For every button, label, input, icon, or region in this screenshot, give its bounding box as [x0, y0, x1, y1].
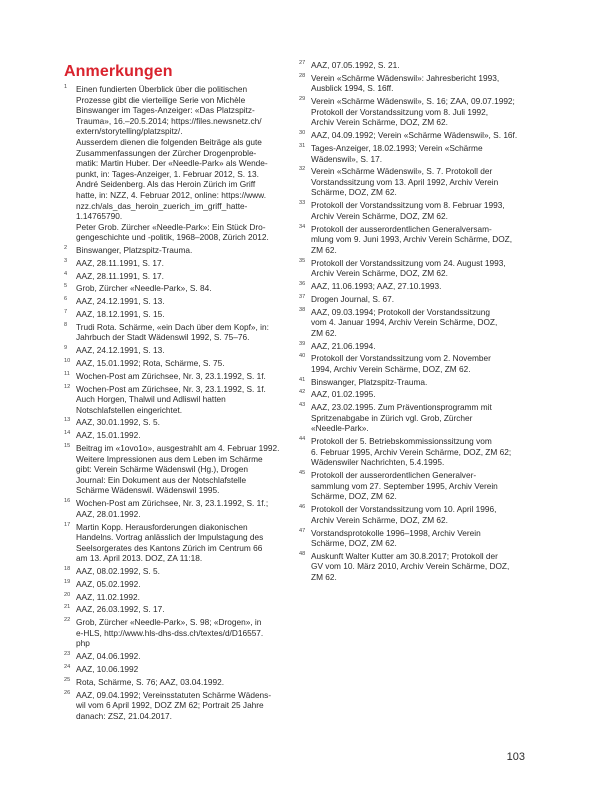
endnotes-column-right	[299, 60, 527, 585]
endnote-item	[299, 389, 527, 400]
endnote-text: Grob, Zürcher «Needle-Park», S. 84.	[76, 283, 212, 294]
endnote-number: 7	[64, 309, 68, 315]
endnote-text: Binswanger, Platzspitz-Trauma.	[311, 376, 428, 387]
endnote-number: 30	[299, 130, 306, 137]
endnote-item	[299, 377, 527, 388]
page-title: Anmerkungen	[64, 63, 173, 80]
endnote-number: 13	[64, 417, 71, 424]
endnote-text: Binswanger, Platzspitz-Trauma.	[76, 245, 193, 256]
endnote-number: 4	[64, 270, 68, 277]
endnote-number: 27	[299, 60, 306, 66]
endnote-item	[64, 258, 290, 269]
endnote-text: Protokoll der ausserordentlichen Generalver- sammlung vom 27. September 1995, Archiv Verein Schärme, DOZ, ZM 62.	[311, 470, 498, 502]
endnote-text: AAZ, 07.05.1992, S. 21.	[311, 60, 400, 70]
endnote-item	[64, 664, 290, 675]
endnote-item	[299, 281, 527, 292]
endnote-item	[299, 258, 527, 279]
endnote-text: Protokoll der 5. Betriebskommissionssitzung vom 6. Februar 1995, Archiv Verein Schärme, DOZ, ZM 62; Wädenswiler Nachrichten, 5.4.1995.	[311, 436, 512, 468]
endnote-number: 37	[299, 293, 306, 300]
endnote-text: Verein «Schärme Wädenswil», S. 7. Protokoll der Vorstandssitzung vom 13. April 1992, Archiv Verein Schärme, DOZ, ZM 62.	[311, 166, 499, 198]
endnote-number: 5	[64, 283, 68, 290]
endnote-number: 39	[299, 340, 306, 347]
endnote-number: 28	[299, 72, 306, 79]
endnote-number: 24	[64, 664, 71, 670]
endnote-item	[64, 430, 290, 441]
endnote-item	[64, 604, 290, 615]
page-number: 103	[506, 751, 525, 763]
endnote-number: 23	[64, 651, 71, 658]
endnote-number: 2	[64, 245, 68, 252]
endnote-number: 20	[64, 591, 71, 598]
endnote-text: Beitrag im «1ovo1o», ausgestrahlt am 4. Februar 1992. Weitere Impressionen aus dem Leben im Schärme gibt: Verein Schärme Wädenswil (Hg.), Drogen Journal: Ein Dokument aus der Notschlafstelle Schärme Wädenswil. Wädenswil 1995.	[76, 443, 280, 496]
endnote-item	[299, 436, 527, 468]
endnote-text: AAZ, 15.01.1992.	[76, 430, 141, 441]
endnote-item	[64, 592, 290, 603]
endnote-text: AAZ, 09.04.1992; Vereinsstatuten Schärme Wädens- wil vom 6 April 1992, DOZ ZM 62; Portrait 25 Jahre danach: ZSZ, 21.04.2017.	[76, 689, 272, 721]
endnote-text: AAZ, 04.06.1992.	[76, 651, 141, 662]
endnote-text: AAZ, 08.02.1992, S. 5.	[76, 566, 160, 577]
endnote-text: Wochen-Post am Zürichsee, Nr. 3, 23.1.1992, S. 1f.	[76, 370, 266, 381]
endnote-number: 19	[64, 578, 71, 585]
endnote-item	[299, 60, 527, 71]
endnote-item	[299, 353, 527, 374]
endnote-item	[64, 417, 290, 428]
endnote-item	[64, 384, 290, 416]
endnote-item	[64, 322, 290, 343]
endnote-text: Protokoll der Vorstandssitzung vom 2. November 1994, Archiv Verein Schärme, DOZ, ZM 62.	[311, 353, 491, 374]
endnote-number: 43	[299, 402, 306, 409]
endnote-number: 29	[299, 96, 306, 103]
endnote-number: 35	[299, 257, 306, 264]
endnote-item	[299, 294, 527, 305]
endnote-item	[299, 143, 527, 164]
endnote-item	[64, 296, 290, 307]
endnote-text: AAZ, 30.01.1992, S. 5.	[76, 417, 160, 428]
endnote-item	[64, 522, 290, 564]
endnote-text: AAZ, 05.02.1992.	[76, 578, 141, 589]
endnote-number: 42	[299, 389, 306, 396]
endnote-item	[64, 371, 290, 382]
endnote-item	[64, 579, 290, 590]
endnote-text: Verein «Schärme Wädenswil», S. 16; ZAA, 09.07.1992; Protokoll der Vorstandssitzung vom 8. Juli 1992, Archiv Verein Schärme, DOZ, ZM 62.	[311, 96, 515, 128]
endnote-text: Drogen Journal, S. 67.	[311, 293, 395, 304]
endnote-text: AAZ, 21.06.1994.	[311, 340, 376, 351]
endnote-number: 10	[64, 357, 71, 364]
endnote-number: 31	[299, 142, 306, 149]
endnote-number: 6	[64, 296, 68, 303]
endnote-number: 22	[64, 617, 71, 624]
endnote-item	[64, 651, 290, 662]
endnote-text: AAZ, 01.02.1995.	[311, 389, 376, 400]
endnote-number: 36	[299, 280, 306, 287]
endnote-item	[299, 200, 527, 221]
endnote-number: 25	[64, 676, 71, 683]
endnote-number: 9	[64, 345, 68, 352]
endnote-item	[299, 224, 527, 256]
endnote-item	[299, 551, 527, 583]
endnote-text: AAZ, 11.06.1993; AAZ, 27.10.1993.	[311, 280, 442, 291]
endnote-item	[64, 358, 290, 369]
endnote-item	[64, 245, 290, 256]
endnote-text: Protokoll der Vorstandssitzung vom 24. August 1993, Archiv Verein Schärme, DOZ, ZM 62.	[311, 257, 506, 279]
endnote-item	[299, 341, 527, 352]
endnote-text: AAZ, 10.06.1992	[76, 664, 139, 674]
endnote-text: AAZ, 18.12.1991, S. 15.	[76, 309, 165, 319]
endnotes-column-left	[64, 84, 290, 724]
endnote-item	[64, 566, 290, 577]
endnote-item	[299, 470, 527, 502]
endnote-item	[64, 677, 290, 688]
endnote-item	[299, 528, 527, 549]
endnote-item	[64, 271, 290, 282]
endnote-text: AAZ, 23.02.1995. Zum Präventionsprogramm mit Spritzenabgabe in Zürich vgl. Grob, Zürcher «Needle-Park».	[311, 402, 492, 434]
endnote-text: Rota, Schärme, S. 76; AAZ, 03.04.1992.	[76, 676, 225, 687]
endnote-text: Wochen-Post am Zürichsee, Nr. 3, 23.1.1992, S. 1f. Auch Horgen, Thalwil und Adliswil hatten Notschlafstellen eingerichtet.	[76, 383, 266, 415]
endnote-text: Grob, Zürcher «Needle-Park», S. 98; «Drogen», in e-HLS, http://www.hls-dhs-dss.ch/textes/d/D16557. php	[76, 617, 264, 649]
endnote-item	[64, 498, 290, 519]
endnote-number: 33	[299, 200, 306, 207]
endnote-item	[64, 283, 290, 294]
endnote-text: AAZ, 28.11.1991, S. 17.	[76, 270, 164, 281]
endnote-number: 11	[64, 370, 70, 377]
endnote-number: 38	[299, 306, 306, 313]
endnote-number: 14	[64, 430, 71, 437]
endnote-text: Verein «Schärme Wädenswil»: Jahresbericht 1993, Ausblick 1994, S. 16ff.	[311, 72, 500, 94]
endnote-item	[299, 96, 527, 128]
endnote-number: 40	[299, 353, 306, 360]
endnote-item	[299, 504, 527, 525]
endnote-number: 8	[64, 321, 68, 328]
endnote-text: Protokoll der ausserordentlichen Generalversam- mlung vom 9. Juni 1993, Archiv Verein Schärme, DOZ, ZM 62.	[311, 223, 513, 255]
endnote-text: AAZ, 24.12.1991, S. 13.	[76, 296, 165, 307]
endnote-item	[64, 309, 290, 320]
endnote-text: AAZ, 28.11.1991, S. 17.	[76, 257, 164, 268]
endnote-text: AAZ, 04.09.1992; Verein «Schärme Wädenswil», S. 16f.	[311, 130, 518, 141]
endnote-item	[64, 443, 290, 496]
endnote-text: Trudi Rota. Schärme, «ein Dach über dem Kopf», in: Jahrbuch der Stadt Wädenswil 1992, S. 75–76.	[76, 321, 269, 343]
endnote-number: 41	[299, 376, 306, 383]
endnote-number: 15	[64, 443, 71, 450]
endnote-number: 48	[299, 550, 306, 557]
endnote-text: Protokoll der Vorstandssitzung vom 10. April 1996, Archiv Verein Schärme, DOZ, ZM 62.	[311, 504, 497, 525]
endnote-item	[299, 166, 527, 198]
endnote-number: 34	[299, 223, 306, 230]
endnote-number: 3	[64, 257, 68, 264]
endnote-text: Auskunft Walter Kutter am 30.8.2017; Protokoll der GV vom 10. März 2010, Archiv Verein Schärme, DOZ, ZM 62.	[311, 550, 510, 583]
endnote-item	[64, 345, 290, 356]
endnote-number: 16	[64, 498, 71, 505]
endnote-number: 12	[64, 383, 71, 390]
endnote-text: AAZ, 09.03.1994; Protokoll der Vorstandssitzung vom 4. Januar 1994, Archiv Verein Schärme, DOZ, ZM 62.	[311, 306, 498, 338]
endnote-item	[64, 617, 290, 649]
endnote-number: 45	[299, 470, 306, 477]
endnote-text: Martin Kopp. Herausforderungen diakonischen Handelns. Vortrag anlässlich der Impulstagung des Seelsorgerates des Kantons Zürich im Centrum 66 am 13. April 2013. DOZ, ZA 11:18.	[76, 521, 264, 564]
endnote-item	[299, 130, 527, 141]
endnote-text: AAZ, 26.03.1992, S. 17.	[76, 604, 165, 615]
endnote-item	[299, 307, 527, 339]
endnote-item	[64, 690, 290, 722]
endnote-number: 47	[299, 527, 306, 534]
endnote-item	[299, 73, 527, 94]
endnote-text: Vorstandsprotokolle 1996–1998, Archiv Verein Schärme, DOZ, ZM 62.	[311, 527, 481, 549]
endnote-number: 21	[64, 604, 71, 611]
endnote-number: 18	[64, 566, 71, 573]
endnote-text: Einen fundierten Überblick über die politischen Prozesse gibt die vierteilige Serie von Michèle Binswanger im Tages-Anzeiger: «Das Platzspitz- Trauma», 16.–20.5.2014; https://files.newsnetz.ch/ extern/storytelling/platzspitz/. Ausserdem dienen die folgenden Beiträge als gute Zusammenfassungen der Zürcher Drogenproble- matik: Martin Huber. Der «Needle-Park» als Wende- punkt, in: Tages-Anzeiger, 1. Februar 2012, S. 13. André Seidenberg. Als das Heroin Zürich im Griff hatte, in: NZZ, 4. Februar 2012, online: https://www. nzz.ch/als_das_heroin_zuerich_im_griff_hatte- 1.14765790. Peter Grob. Zürcher «Needle-Park»: Ein Stück Dro- gengeschichte und -politik, 1968–2008, Zürich 2012.	[76, 84, 269, 243]
endnote-text: AAZ, 11.02.1992.	[76, 591, 140, 602]
endnote-text: Wochen-Post am Zürichsee, Nr. 3, 23.1.1992, S. 1f.; AAZ, 28.01.1992.	[76, 498, 269, 519]
endnote-number: 17	[64, 521, 71, 528]
endnote-text: AAZ, 15.01.1992; Rota, Schärme, S. 75.	[76, 357, 225, 368]
endnote-number: 1	[64, 84, 68, 90]
endnote-number: 44	[299, 436, 306, 443]
endnote-number: 46	[299, 504, 306, 511]
endnote-number: 26	[64, 689, 71, 696]
endnote-item	[64, 84, 290, 243]
endnote-item	[299, 402, 527, 434]
endnote-text: Protokoll der Vorstandssitzung vom 8. Februar 1993, Archiv Verein Schärme, DOZ, ZM 62.	[311, 200, 505, 221]
endnote-text: AAZ, 24.12.1991, S. 13.	[76, 345, 165, 356]
endnote-number: 32	[299, 166, 306, 173]
endnote-text: Tages-Anzeiger, 18.02.1993; Verein «Schärme Wädenswil», S. 17.	[311, 142, 483, 164]
